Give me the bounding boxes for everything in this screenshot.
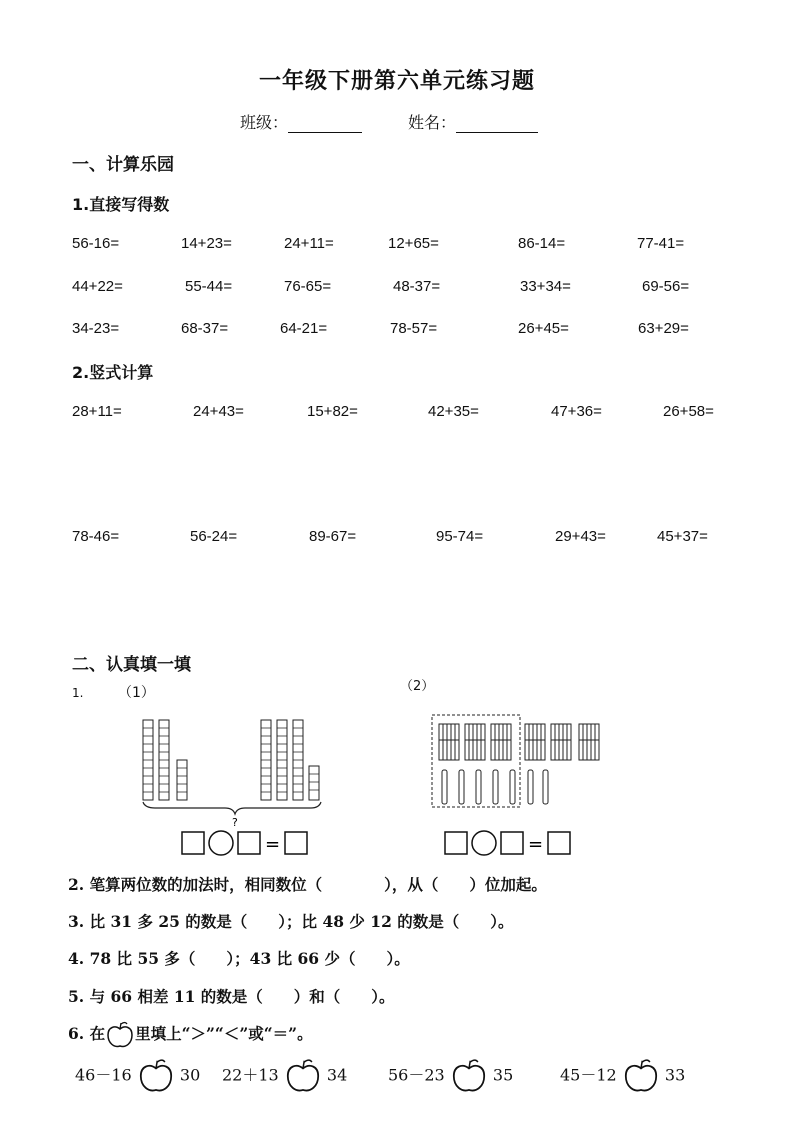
apple-icon[interactable] [284,1057,322,1095]
compare-left: 22＋13 [222,1065,279,1085]
exercise: 55-44= [185,278,233,295]
compare-item-4 [560,1057,685,1095]
exercise: 78-46= [72,528,120,545]
compare-right: 34 [326,1065,348,1085]
exercise: 14+23= [181,235,232,252]
exercise: 69-56= [642,278,690,295]
exercise: 56-16= [72,235,120,252]
question-3: 3. 比 31 多 25 的数是（ ）；比 48 少 12 的数是（ ）。 [68,912,514,931]
question-5: 5. 与 66 相差 11 的数是（ ）和（ ）。 [68,987,395,1006]
apple-icon[interactable] [450,1057,488,1095]
compare-left: 56－23 [388,1065,445,1085]
exercise: 15+82= [307,403,358,420]
exercise: 26+45= [518,320,569,337]
compare-item-2 [222,1057,347,1095]
cube-towers [143,720,319,800]
class-field [240,110,362,133]
question-4: 4. 78 比 55 多（ ）；43 比 66 少（ ）。 [68,949,410,968]
exercise: 29+43= [555,528,606,545]
equation-boxes-2[interactable] [443,830,578,856]
compare-item-3 [388,1057,513,1095]
stick-bundles [439,724,599,760]
name-field [408,110,538,133]
exercise: 95-74= [436,528,484,545]
compare-right: 35 [492,1065,514,1085]
question-6-suffix: 里填上“＞”“＜”或“＝”。 [135,1024,313,1043]
class-blank[interactable] [288,114,362,133]
exercise: 56-24= [190,528,238,545]
exercise: 48-37= [393,278,441,295]
class-label: 班级： [240,113,289,132]
apple-icon[interactable] [137,1057,175,1095]
brace [143,802,321,814]
page-title: 一年级下册第六单元练习题 [258,69,535,94]
apple-icon [105,1020,135,1050]
exercise: 89-67= [309,528,357,545]
compare-right: 33 [664,1065,686,1085]
compare-left: 46－16 [75,1065,132,1085]
exercise: 12+65= [388,235,439,252]
exercise: 77-41= [637,235,685,252]
question-1-number: 1. [72,686,84,700]
section-2-heading: 二、认真填一填 [72,655,191,675]
exercise: 44+22= [72,278,123,295]
cube-towers-figure [115,690,335,830]
question-2: 2. 笔算两位数的加法时，相同数位（ ），从（ ）位加起。 [68,875,547,894]
exercise: 64-21= [280,320,328,337]
exercise: 86-14= [518,235,566,252]
name-blank[interactable] [456,114,538,133]
exercise: 33+34= [520,278,571,295]
part-1-heading: 1.直接写得数 [72,195,170,214]
equals-sign: = [265,834,281,855]
question-1-label-1: （1） [118,685,155,701]
exercise: 45+37= [657,528,708,545]
exercise: 47+36= [551,403,602,420]
compare-right: 30 [179,1065,201,1085]
exercise: 42+35= [428,403,479,420]
question-6-prefix: 6. 在 [68,1024,106,1043]
equation-boxes-1[interactable] [180,830,315,856]
exercise: 34-23= [72,320,120,337]
exercise: 78-57= [390,320,438,337]
exercise: 26+58= [663,403,714,420]
single-sticks [442,770,548,804]
question-6 [68,1020,313,1050]
question-mark: ? [232,816,238,829]
part-2-heading: 2.竖式计算 [72,363,154,382]
question-1-label-2: （2） [400,679,435,694]
bundles-figure [425,700,615,815]
compare-left: 45－12 [560,1065,617,1085]
exercise: 63+29= [638,320,689,337]
exercise: 68-37= [181,320,229,337]
exercise: 28+11= [72,403,122,420]
exercise: 24+11= [284,235,334,252]
equals-sign: = [528,834,544,855]
section-1-heading: 一、计算乐园 [72,155,174,175]
compare-item-1 [75,1057,200,1095]
exercise: 76-65= [284,278,332,295]
exercise: 24+43= [193,403,244,420]
name-label: 姓名： [408,113,457,132]
apple-icon[interactable] [622,1057,660,1095]
